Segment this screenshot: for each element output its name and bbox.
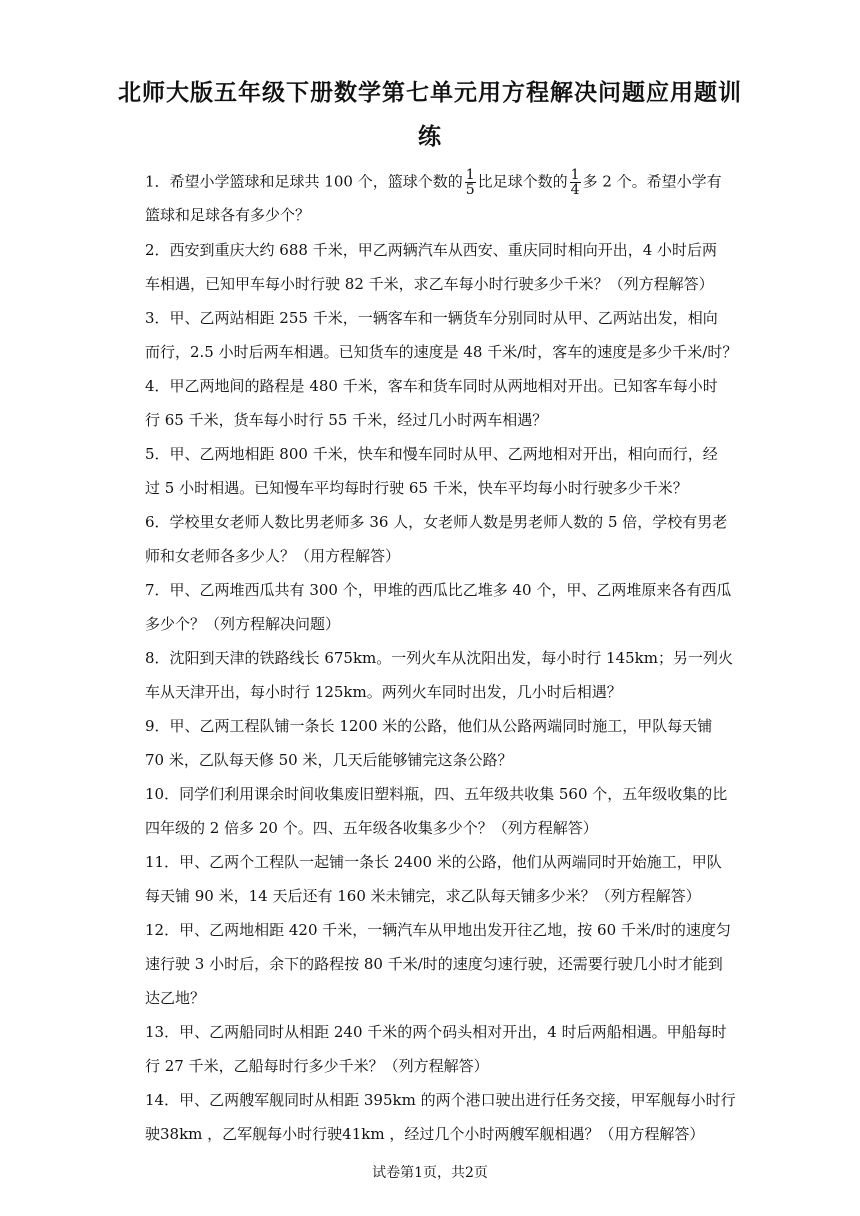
- page-title: 北师大版五年级下册数学第七单元用方程解决问题应用题训: [118, 80, 742, 106]
- page-footer: 试卷第1页，共2页: [372, 1165, 488, 1181]
- question-line: 4．甲乙两地间的路程是 480 千米，客车和货车同时从两地相对开出。已知客车每小时: [145, 377, 718, 395]
- question-line: 70 米，乙队每天修 50 米，几天后能够铺完这条公路？: [145, 751, 513, 769]
- question-1-text-a: 1．希望小学篮球和足球共 100 个，篮球个数的: [145, 172, 463, 191]
- fraction-numerator: 1: [570, 167, 580, 183]
- fraction-one-quarter: [570, 168, 581, 197]
- question-line: 车相遇，已知甲车每小时行驶 82 千米，求乙车每小时行驶多少千米？（列方程解答）: [145, 275, 714, 293]
- question-line: 车从天津开出，每小时行 125km。两列火车同时出发，几小时后相遇？: [145, 683, 622, 701]
- question-1-text-c: 多 2 个。希望小学有: [582, 172, 722, 191]
- question-line: 四年级的 2 倍多 20 个。四、五年级各收集多少个？（列方程解答）: [145, 819, 598, 837]
- question-1-line-1: [145, 168, 725, 197]
- question-line: 过 5 小时相遇。已知慢车平均每时行驶 65 千米，快车平均每小时行驶多少千米？: [145, 479, 688, 497]
- question-line: 10．同学们利用课余时间收集废旧塑料瓶，四、五年级共收集 560 个，五年级收集的比: [145, 785, 728, 803]
- question-line: 7．甲、乙两堆西瓜共有 300 个，甲堆的西瓜比乙堆多 40 个，甲、乙两堆原来各有西瓜: [145, 581, 732, 599]
- question-line: 达乙地？: [145, 989, 206, 1007]
- fraction-one-fifth: [465, 168, 476, 197]
- question-line: 2．西安到重庆大约 688 千米，甲乙两辆汽车从西安、重庆同时相向开出，4 小时后两: [145, 241, 718, 259]
- question-line: 14．甲、乙两艘军舰同时从相距 395km 的两个港口驶出进行任务交接，甲军舰每小时行: [145, 1091, 736, 1109]
- question-line: 6．学校里女老师人数比男老师多 36 人，女老师人数是男老师人数的 5 倍，学校有男老: [145, 513, 728, 531]
- question-line: 3．甲、乙两站相距 255 千米，一辆客车和一辆货车分别同时从甲、乙两站出发，相向: [145, 309, 718, 327]
- question-line: 8．沈阳到天津的铁路线长 675km。一列火车从沈阳出发，每小时行 145km；另一列火: [145, 649, 733, 667]
- question-line: 12．甲、乙两地相距 420 千米，一辆汽车从甲地出发开往乙地，按 60 千米/时的速度匀: [145, 921, 731, 939]
- question-line: 而行，2.5 小时后两车相遇。已知货车的速度是 48 千米/时，客车的速度是多少千米/时？: [145, 343, 738, 361]
- fraction-denominator: 5: [465, 182, 475, 198]
- question-1-text-b: 比足球个数的: [477, 172, 568, 191]
- question-line: 多少个？（列方程解决问题）: [145, 615, 341, 633]
- question-line: 行 27 千米，乙船每时行多少千米？（列方程解答）: [145, 1057, 489, 1075]
- question-line: 驶38km ，乙军舰每小时行驶41km ，经过几个小时两艘军舰相遇？（用方程解答）: [145, 1125, 705, 1143]
- question-line: 速行驶 3 小时后，余下的路程按 80 千米/时的速度匀速行驶，还需要行驶几小时才能到: [145, 955, 723, 973]
- question-line: 师和女老师各多少人？（用方程解答）: [145, 547, 401, 565]
- question-line: 13．甲、乙两船同时从相距 240 千米的两个码头相对开出，4 时后两船相遇。甲船每时: [145, 1023, 727, 1041]
- question-line: 9．甲、乙两工程队铺一条长 1200 米的公路，他们从公路两端同时施工，甲队每天铺: [145, 717, 713, 735]
- question-line: 11．甲、乙两个工程队一起铺一条长 2400 米的公路，他们从两端同时开始施工，甲队: [145, 853, 722, 871]
- question-1-line-2: 篮球和足球各有多少个？: [145, 206, 311, 224]
- question-line: 行 65 千米，货车每小时行 55 千米，经过几小时两车相遇？: [145, 411, 548, 429]
- page-title-continued: 练: [418, 124, 442, 150]
- fraction-denominator: 4: [570, 182, 580, 198]
- fraction-numerator: 1: [465, 167, 475, 183]
- question-line: 5．甲、乙两地相距 800 千米，快车和慢车同时从甲、乙两地相对开出，相向而行，经: [145, 445, 718, 463]
- question-line: 每天铺 90 米，14 天后还有 160 米未铺完，求乙队每天铺多少米？（列方程解答）: [145, 887, 701, 905]
